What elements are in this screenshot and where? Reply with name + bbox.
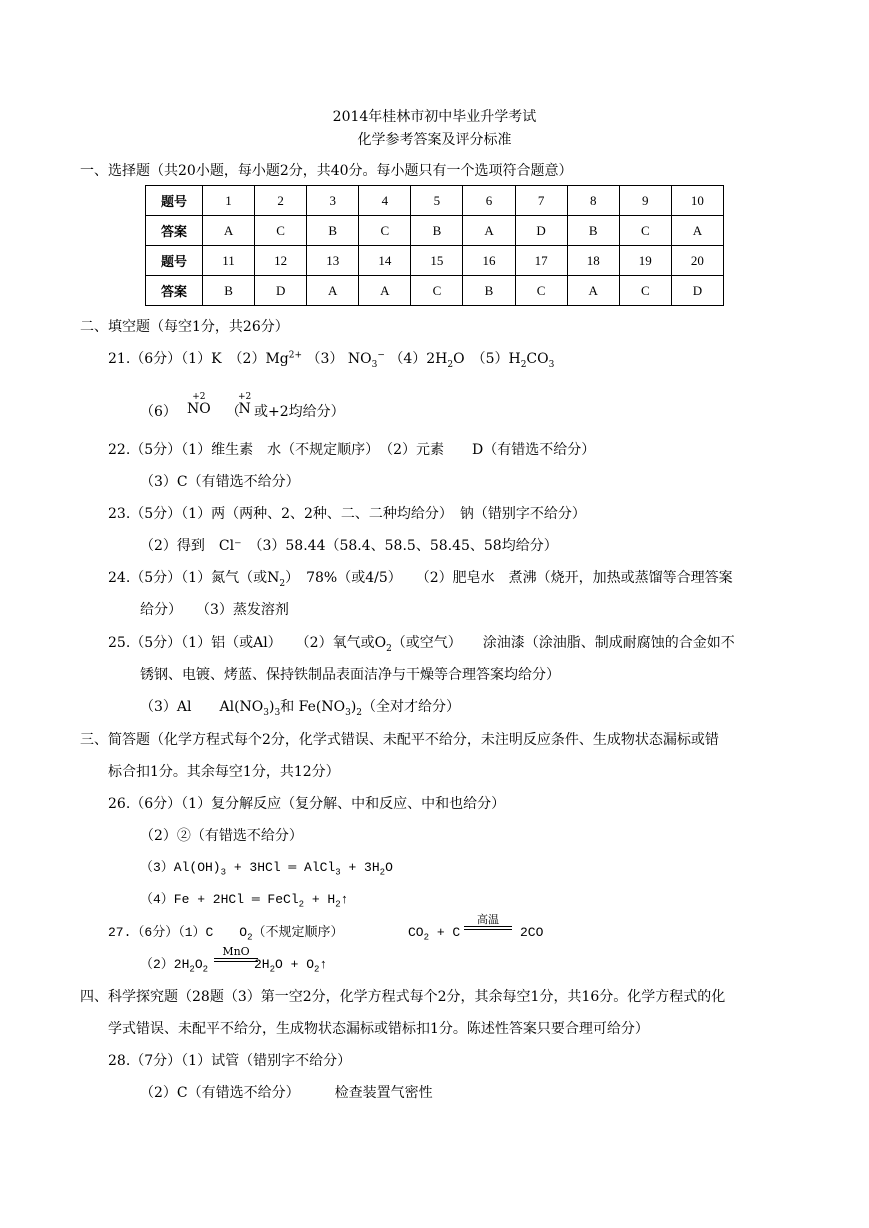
no-ox-number: +2 — [192, 392, 206, 402]
q27-line2-right — [254, 956, 327, 974]
q25-text-c: （或空气） 涂油漆（涂油脂、制成耐腐蚀的合金如不 — [391, 635, 735, 651]
section2-heading: 二、填空题（每空1分，共26分） — [80, 319, 289, 335]
q21-paren: （ — [226, 404, 240, 420]
q21-text-d2: CO — [526, 351, 549, 367]
q21-line2-label: （6） — [140, 404, 177, 420]
table-cell: 1 — [203, 186, 255, 216]
eq-part: CO — [408, 925, 424, 940]
table-cell: 5 — [411, 186, 463, 216]
table-cell: B — [463, 276, 515, 306]
sub: 2 — [314, 964, 320, 975]
sub: 3 — [345, 707, 351, 718]
q27-line2-left — [140, 956, 208, 974]
sub: 3 — [335, 867, 341, 878]
n-oxidation-state — [238, 393, 251, 417]
q21-text-c2: O （5）H — [453, 351, 521, 367]
section1-heading: 一、选择题（共20小题，每小题2分，共40分。每小题只有一个选项符合题意） — [80, 163, 573, 179]
table-cell: B — [307, 216, 359, 246]
table-cell: 16 — [463, 246, 515, 276]
sub: 2 — [189, 964, 195, 975]
table-row — [146, 216, 724, 246]
q21-text-c: （4）2H — [389, 351, 448, 367]
equals-bar — [464, 926, 512, 930]
table-cell: B — [567, 216, 619, 246]
table-cell: A — [463, 216, 515, 246]
q27-equation-left — [408, 924, 460, 942]
table-cell: 12 — [255, 246, 307, 276]
equals-bar — [214, 958, 258, 962]
q24-line1 — [108, 569, 733, 587]
no-oxidation-state — [187, 393, 211, 417]
table-cell: 11 — [203, 246, 255, 276]
high-temp-condition — [464, 914, 512, 930]
table-cell: A — [203, 216, 255, 246]
table-row — [146, 186, 724, 216]
nitrate-charge: − — [377, 350, 385, 361]
table-cell: 9 — [619, 186, 671, 216]
table-cell: 17 — [515, 246, 567, 276]
table-cell: 20 — [671, 246, 723, 276]
table-cell: 19 — [619, 246, 671, 276]
q27-text-c: （不规定顺序） — [252, 925, 344, 940]
sub: 2 — [269, 964, 276, 975]
q21-tail: 或+2均给分） — [254, 404, 345, 420]
nitrate-base: NO — [347, 351, 372, 367]
table-cell: 2 — [255, 186, 307, 216]
answer-key-subtitle: 化学参考答案及评分标准 — [357, 132, 512, 148]
table-cell: 14 — [359, 246, 411, 276]
sub: 2 — [379, 867, 386, 878]
n-ox-number: +2 — [238, 392, 252, 402]
exam-title: 2014年桂林市初中毕业升学考试 — [332, 109, 537, 125]
no-formula: NO — [187, 401, 211, 417]
sub: 2 — [202, 964, 209, 975]
paren: ) — [350, 699, 357, 715]
sub: 2 — [335, 899, 341, 910]
catalyst-label: MnO — [222, 945, 250, 958]
sub: 3 — [220, 867, 227, 878]
q27-text-a: 27.（6分）（1）C O — [108, 925, 248, 940]
q22-line1: 22.（5分）（1）维生素 水（不规定顺序） （2）元素 D（有错选不给分） — [108, 442, 596, 458]
answer-table — [145, 185, 724, 306]
table-cell: 3 — [307, 186, 359, 216]
q26-line2: （2）②（有错选不给分） — [140, 828, 303, 844]
q25-text-3i: （全对才给分） — [362, 699, 461, 715]
q24-text-a: 24.（5分）（1）氮气（或N — [108, 570, 280, 586]
table-cell: 6 — [463, 186, 515, 216]
q27-line1 — [108, 924, 344, 942]
gas-arrow: ↑ — [340, 892, 349, 907]
q25-text-3e: 和 Fe(NO — [280, 699, 346, 715]
q21-line1 — [108, 350, 554, 368]
eq-part: O — [385, 860, 393, 875]
table-cell: A — [307, 276, 359, 306]
table-cell: 13 — [307, 246, 359, 276]
table-cell: 8 — [567, 186, 619, 216]
q26-equation-4 — [140, 891, 348, 909]
n-symbol: N — [238, 401, 251, 417]
table-cell: B — [203, 276, 255, 306]
sub: 2 — [423, 932, 430, 943]
acid-co-sub: 3 — [548, 359, 555, 370]
q25-line2: 锈钢、电镀、烤蓝、保持铁制品表面洁净与干燥等合理答案均给分） — [140, 667, 560, 683]
condition-label: 高温 — [477, 913, 499, 926]
table-cell: 10 — [671, 186, 723, 216]
num-label: 题号 — [146, 246, 203, 276]
table-cell: A — [567, 276, 619, 306]
table-cell: B — [411, 216, 463, 246]
eq-part: O — [194, 957, 203, 972]
q25-text-a: 25.（5分）（1）铝（或Al） （2）氧气或O — [108, 635, 387, 651]
sub: 3 — [274, 707, 281, 718]
table-cell: A — [359, 276, 411, 306]
eq-part: + 3H — [340, 860, 380, 875]
table-cell: D — [671, 276, 723, 306]
table-cell: C — [255, 216, 307, 246]
table-row — [146, 276, 724, 306]
table-cell: C — [359, 216, 411, 246]
table-cell: A — [671, 216, 723, 246]
eq-part: O + O — [275, 957, 315, 972]
table-cell: 4 — [359, 186, 411, 216]
eq-part: 2H — [254, 957, 270, 972]
sub: 3 — [263, 707, 270, 718]
q24-line2: 给分） （3）蒸发溶剂 — [140, 602, 289, 618]
table-cell: 18 — [567, 246, 619, 276]
table-cell: C — [619, 216, 671, 246]
gas-arrow: ↑ — [319, 957, 328, 972]
section3-heading-line1: 三、简答题（化学方程式每个2分，化学式错误、未配平不给分，未注明反应条件、生成物状态漏标或错 — [80, 732, 719, 748]
q23-line2: （2）得到 Cl⁻ （3）58.44（58.4、58.5、58.45、58均给分） — [140, 538, 558, 554]
sub: 2 — [298, 899, 305, 910]
q24-text-c: ） 78%（或4/5） （2）肥皂水 煮沸（烧开，加热或蒸馏等合理答案 — [285, 570, 733, 586]
eq-part: + H — [304, 892, 336, 907]
water-sub: 2 — [447, 359, 454, 370]
q26-line1: 26.（6分）（1）复分解反应（复分解、中和反应、中和也给分） — [108, 796, 506, 812]
nitrate-sub: 3 — [371, 359, 378, 370]
q28-line1: 28.（7分）（1）试管（错别字不给分） — [108, 1053, 352, 1069]
q27-equation-right: 2CO — [520, 925, 544, 940]
table-cell: C — [515, 276, 567, 306]
q21-text-b: （3） — [306, 351, 344, 367]
section3-heading-line2: 标合扣1分。其余每空1分，共12分） — [108, 764, 340, 780]
num-label: 题号 — [146, 186, 203, 216]
q28-line2: （2）C（有错选不给分） 检查装置气密性 — [140, 1085, 433, 1101]
nitrate-formula — [347, 350, 385, 370]
eq-part: （4）Fe + 2HCl ═ FeCl — [140, 892, 299, 907]
n2-sub: 2 — [279, 578, 286, 589]
table-cell: C — [411, 276, 463, 306]
q23-line1: 23.（5分）（1）两（两种、2、2种、二、二种均给分） 钠（错别字不给分） — [108, 506, 586, 522]
ans-label: 答案 — [146, 216, 203, 246]
paren: ) — [269, 699, 275, 715]
table-cell: 7 — [515, 186, 567, 216]
section4-heading-line2: 学式错误、未配平不给分，生成物状态漏标或错标扣1分。陈述性答案只要合理可给分） — [108, 1021, 649, 1037]
q21-text-a: 21.（6分）（1）K （2）Mg — [108, 351, 289, 367]
sub: 2 — [247, 932, 253, 943]
q25-text-3a: （3）Al Al(NO — [140, 699, 264, 715]
table-cell: 15 — [411, 246, 463, 276]
eq-part: + 3HCl ═ AlCl — [226, 860, 336, 875]
q22-line2: （3）C（有错选不给分） — [140, 474, 300, 490]
table-cell: D — [255, 276, 307, 306]
table-row — [146, 246, 724, 276]
catalyst-condition — [214, 946, 258, 962]
section4-heading-line1: 四、科学探究题（28题（3）第一空2分，化学方程式每个2分，其余每空1分，共16分。化学方程式的化 — [80, 989, 726, 1005]
table-cell: D — [515, 216, 567, 246]
ans-label: 答案 — [146, 276, 203, 306]
sub: 2 — [356, 707, 363, 718]
table-cell: C — [619, 276, 671, 306]
eq-part: + C — [429, 925, 461, 940]
mg-charge: 2+ — [288, 350, 303, 361]
eq-part: （3）Al(OH) — [140, 860, 221, 875]
eq-part: （2）2H — [140, 957, 190, 972]
q26-equation-3 — [140, 859, 393, 877]
q25-line3 — [140, 698, 460, 716]
acid-h-sub: 2 — [520, 359, 527, 370]
o2-sub: 2 — [386, 643, 392, 654]
q25-line1 — [108, 634, 735, 652]
